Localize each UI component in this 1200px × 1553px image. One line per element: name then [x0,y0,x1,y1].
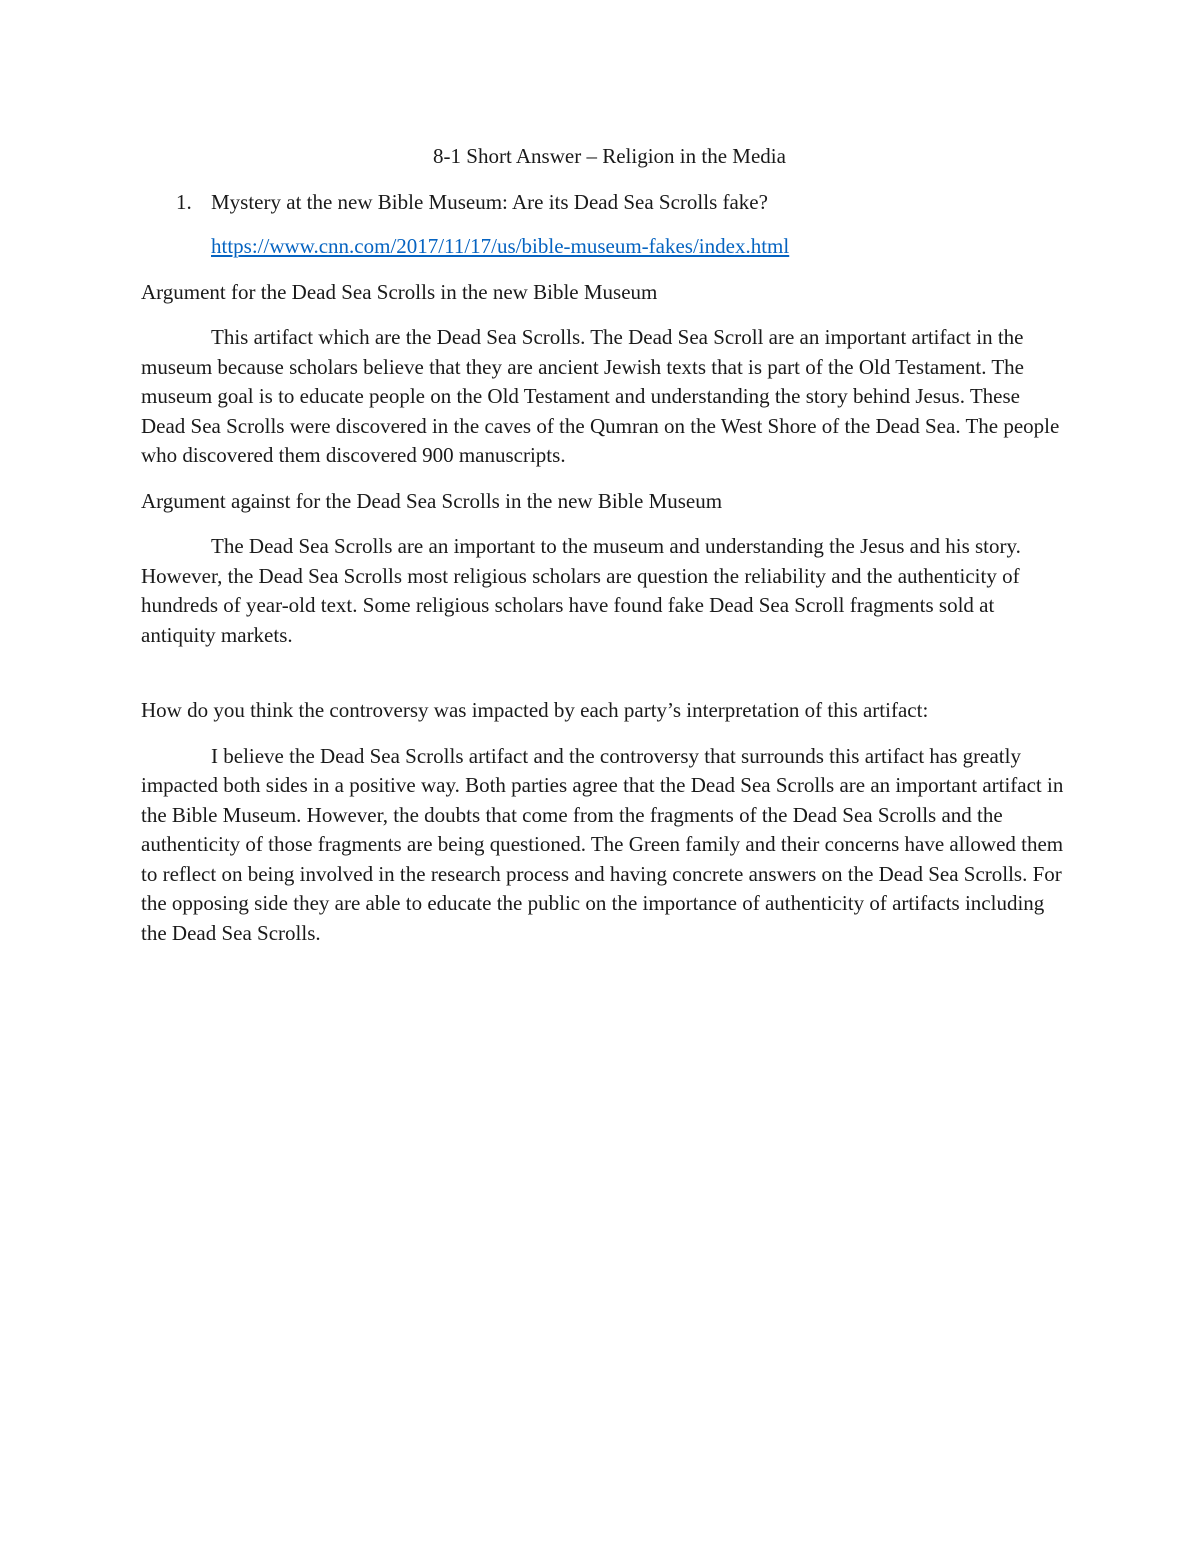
document-title: 8-1 Short Answer – Religion in the Media [433,144,786,168]
question-heading: How do you think the controversy was impacted by each party’s interpretation of this artifact: [141,698,929,722]
document-body [141,142,1066,964]
question-answer-paragraph: I believe the Dead Sea Scrolls artifact and the controversy that surrounds this artifact has greatly impacted both sides in a positive way. Both parties agree that the Dead Sea Scrolls are an important artifact in the Bible Museum. However, the doubts that come from the fragments of the Dead Sea Scrolls and the authenticity of those fragments are being questioned. The Green family and their concerns have allowed them to reflect on being involved in the research process and having concrete answers on the Dead Sea Scrolls. For the opposing side they are able to educate the public on the importance of authenticity of artifacts including the Dead Sea Scrolls. [141,743,1064,945]
blank-line [141,666,1066,696]
list-item-text: Mystery at the new Bible Museum: Are its Dead Sea Scrolls fake? [211,189,768,214]
source-link[interactable]: https://www.cnn.com/2017/11/17/us/bible-museum-fakes/index.html [211,234,790,258]
list-item-number: 1. [176,189,192,214]
section-for-heading: Argument for the Dead Sea Scrolls in the new Bible Museum [141,279,658,304]
source-link-line [141,232,1066,262]
section-against-heading: Argument against for the Dead Sea Scrolls in the new Bible Museum [141,488,723,513]
section-for-paragraph: This artifact which are the Dead Sea Scrolls. The Dead Sea Scroll are an important artifact in the museum because scholars believe that they are ancient Jewish texts that is part of the Old Testament. The museum goal is to educate people on the Old Testament and understanding the story behind Jesus. These Dead Sea Scrolls were discovered in the caves of the Qumran on the West Shore of the Dead Sea. The people who discovered them discovered 900 manuscripts. [141,325,1060,467]
list-item [141,188,1066,218]
section-against-paragraph: The Dead Sea Scrolls are an important to the museum and understanding the Jesus and his story. However, the Dead Sea Scrolls most religious scholars are question the reliability and the authenticity of hundreds of year-old text. Some religious scholars have found fake Dead Sea Scroll fragments sold at antiquity markets. [141,534,1021,647]
